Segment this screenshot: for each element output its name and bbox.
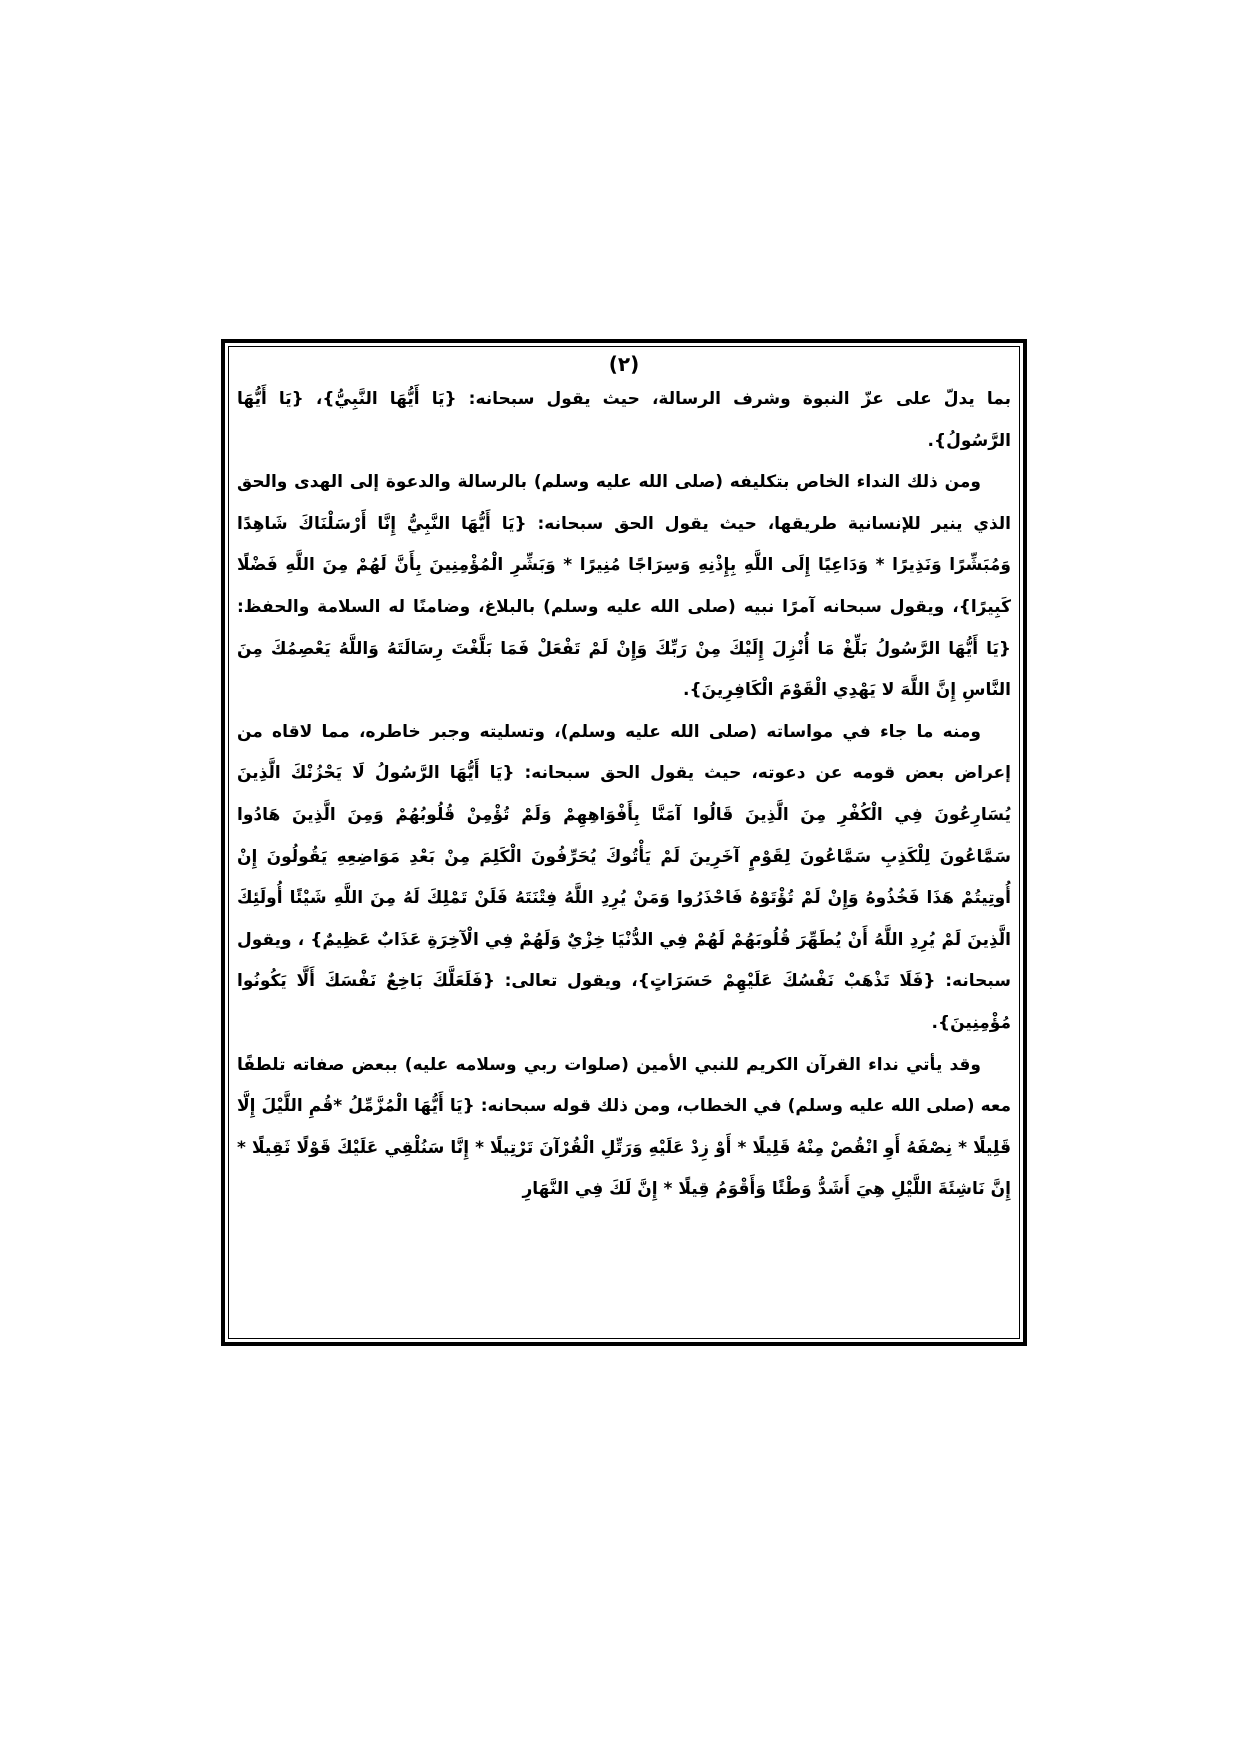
page-frame	[221, 339, 1027, 1346]
paragraph-gentle-address: وقد يأتي نداء القرآن الكريم للنبي الأمين (صلوات ربي وسلامه عليه) ببعض صفاته تلطفًا معه (صلى الله عليه وسلم) في الخطاب، ومن ذلك قوله سبحانه: {يَا أَيُّهَا الْمُزَّمِّلُ *قُمِ اللَّيْلَ إِلَّا قَلِيلًا * نِصْفَهُ أَوِ انْقُصْ مِنْهُ قَلِيلًا * أَوْ زِدْ عَلَيْهِ وَرَتِّلِ الْقُرْآنَ تَرْتِيلًا * إِنَّا سَنُلْقِي عَلَيْكَ قَوْلًا ثَقِيلًا * إِنَّ نَاشِئَةَ اللَّيْلِ هِيَ أَشَدُّ وَطْئًا وَأَقْوَمُ قِيلًا * إِنَّ لَكَ فِي النَّهَارِ	[237, 1054, 1011, 1200]
page-number: (٢)	[608, 352, 640, 376]
body-text	[225, 379, 1023, 1211]
paragraph-consolation: ومنه ما جاء في مواساته (صلى الله عليه وسلم)، وتسليته وجبر خاطره، مما لاقاه من إعراض بعض قومه عن دعوته، حيث يقول الحق سبحانه: {يَا أَيُّهَا الرَّسُولُ لَا يَحْزُنْكَ الَّذِينَ يُسَارِعُونَ فِي الْكُفْرِ مِنَ الَّذِينَ قَالُوا آمَنَّا بِأَفْوَاهِهِمْ وَلَمْ تُؤْمِنْ قُلُوبُهُمْ وَمِنَ الَّذِينَ هَادُوا سَمَّاعُونَ لِلْكَذِبِ سَمَّاعُونَ لِقَوْمٍ آخَرِينَ لَمْ يَأْتُوكَ يُحَرِّفُونَ الْكَلِمَ مِنْ بَعْدِ مَوَاضِعِهِ يَقُولُونَ إِنْ أُوتِيتُمْ هَذَا فَخُذُوهُ وَإِنْ لَمْ تُؤْتَوْهُ فَاحْذَرُوا وَمَنْ يُرِدِ اللَّهُ فِتْنَتَهُ فَلَنْ تَمْلِكَ لَهُ مِنَ اللَّهِ شَيْئًا أُولَئِكَ الَّذِينَ لَمْ يُرِدِ اللَّهُ أَنْ يُطَهِّرَ قُلُوبَهُمْ لَهُمْ فِي الدُّنْيَا خِزْيٌ وَلَهُمْ فِي الْآخِرَةِ عَذَابٌ عَظِيمٌ} ، ويقول سبحانه: {فَلَا تَذْهَبْ نَفْسُكَ عَلَيْهِمْ حَسَرَاتٍ}، ويقول تعالى: {فَلَعَلَّكَ بَاخِعٌ نَفْسَكَ أَلَّا يَكُونُوا مُؤْمِنِينَ}.	[237, 721, 1011, 1033]
paragraph-commission: ومن ذلك النداء الخاص بتكليفه (صلى الله عليه وسلم) بالرسالة والدعوة إلى الهدى والحق الذي ينير للإنسانية طريقها، حيث يقول الحق سبحانه: {يَا أَيُّهَا النَّبِيُّ إِنَّا أَرْسَلْنَاكَ شَاهِدًا وَمُبَشِّرًا وَنَذِيرًا * وَدَاعِيًا إِلَى اللَّهِ بِإِذْنِهِ وَسِرَاجًا مُنِيرًا * وَبَشِّرِ الْمُؤْمِنِينَ بِأَنَّ لَهُمْ مِنَ اللَّهِ فَضْلًا كَبِيرًا}، ويقول سبحانه آمرًا نبيه (صلى الله عليه وسلم) بالبلاغ، وضامنًا له السلامة والحفظ: {يَا أَيُّهَا الرَّسُولُ بَلِّغْ مَا أُنْزِلَ إِلَيْكَ مِنْ رَبِّكَ وَإِنْ لَمْ تَفْعَلْ فَمَا بَلَّغْتَ رِسَالَتَهُ وَاللَّهُ يَعْصِمُكَ مِنَ النَّاسِ إِنَّ اللَّهَ لا يَهْدِي الْقَوْمَ الْكَافِرِينَ}.	[237, 472, 1011, 701]
paragraph-continuation: بما يدلّ على عزّ النبوة وشرف الرسالة، حيث يقول سبحانه: {يَا أَيُّهَا النَّبِيُّ}، {يَا أَيُّهَا الرَّسُولُ}.	[237, 389, 1011, 451]
